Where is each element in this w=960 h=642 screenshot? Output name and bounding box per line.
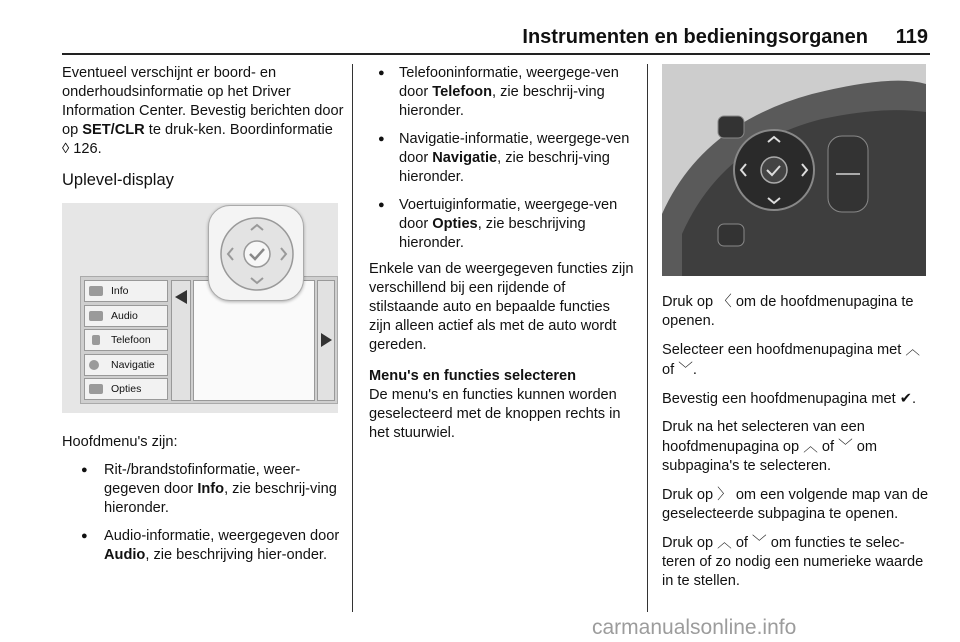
- column-3: [662, 64, 932, 600]
- subsection-heading: Menu's en functies selecteren: [369, 368, 577, 384]
- music-note-icon: [89, 311, 103, 321]
- instruction-1: Druk op 〈 om de hoofdmenupagina te openen.: [662, 293, 914, 329]
- uplevel-display-figure: [62, 203, 338, 413]
- instruction-2: Selecteer een hoofdmenupagina met ︿ of ﹀.: [662, 341, 921, 378]
- note-paragraph: Enkele van de weergegeven functies zijn verschillend bij een rijdende of stilstaande auto en bepaalde functies zijn alleen actief als met de auto wordt gereden.: [369, 261, 634, 353]
- main-menu-list-1: [62, 461, 344, 565]
- chevron-left-icon: 〈: [717, 293, 732, 310]
- steering-wheel-icon: [662, 64, 926, 276]
- menu-item-telefoon: Telefoon: [84, 329, 168, 351]
- menu-item-audio: Audio: [84, 305, 168, 327]
- display-menu: [84, 280, 168, 403]
- header-divider: [62, 53, 930, 55]
- car-icon: [89, 384, 103, 394]
- column-1: [62, 64, 344, 574]
- menu-item-opties: Opties: [84, 378, 168, 400]
- steering-wheel-controls-figure: [662, 64, 926, 276]
- set-clr-label: SET/CLR: [82, 122, 145, 138]
- main-menu-list-2: [369, 64, 635, 253]
- instruction-3: Bevestig een hoofdmenupagina met ✔.: [662, 390, 917, 407]
- column-divider-2: [647, 64, 648, 612]
- reference-icon: ◊: [62, 141, 70, 157]
- display-left-arrow-icon: [171, 280, 191, 401]
- intro-paragraph: Eventueel verschijnt er boord- en onderhoudsinformatie op het Driver Information Center. Bevestig berichten door op SET/CLR te druk-ken. Boordinformatie ◊ 126.: [62, 65, 344, 157]
- display-right-arrow-icon: [317, 280, 335, 401]
- page-number: 119: [895, 26, 928, 48]
- page-header: [62, 26, 934, 52]
- menu-item-info: Info: [84, 280, 168, 302]
- subsection-text: De menu's en functies kunnen worden geselecteerd met de knoppen rechts in het stuurwiel.: [369, 387, 621, 441]
- control-pad-icon: [209, 206, 305, 302]
- chevron-up-icon: ︿: [803, 438, 818, 455]
- watermark: carmanualsonline.info: [592, 616, 797, 639]
- page-title: Instrumenten en bedieningsorganen: [522, 26, 868, 48]
- chevron-down-icon: ﹀: [678, 361, 693, 378]
- list-item: ● Voertuiginformatie, weergege-ven door Opties, zie beschrijving hieronder.: [369, 196, 635, 253]
- check-icon: ✔: [899, 390, 912, 407]
- phone-icon: [92, 335, 100, 345]
- list-item: ● Telefooninformatie, weergege-ven door Telefoon, zie beschrij-ving hieronder.: [369, 64, 635, 121]
- chevron-up-icon: ︿: [905, 341, 921, 358]
- chevron-down-icon: ﹀: [752, 534, 767, 551]
- control-pad-callout: [208, 205, 304, 301]
- section-heading: Uplevel-display: [62, 171, 174, 189]
- trip-icon: [89, 286, 103, 296]
- menus-intro: Hoofdmenu's zijn:: [62, 434, 178, 450]
- list-item: ● Audio-informatie, weergegeven door Audio, zie beschrijving hier-onder.: [62, 527, 344, 565]
- instruction-6: Druk op ︿ of ﹀ om functies te selec-teren of zo nodig een numerieke waarde in te stellen.: [662, 534, 924, 589]
- instruction-4: Druk na het selecteren van een hoofdmenupagina op ︿ of ﹀ om subpagina's te selecteren.: [662, 419, 878, 474]
- column-2: [369, 64, 635, 452]
- list-item: ● Rit-/brandstofinformatie, weer-gegeven door Info, zie beschrij-ving hieronder.: [62, 461, 344, 518]
- menu-item-navigatie: Navigatie: [84, 354, 168, 376]
- column-divider-1: [352, 64, 353, 612]
- chevron-down-icon: ﹀: [838, 438, 853, 455]
- instruction-5: Druk op 〉 om een volgende map van de geselecteerde subpagina te openen.: [662, 486, 929, 522]
- chevron-up-icon: ︿: [717, 534, 732, 551]
- chevron-right-icon: 〉: [717, 486, 732, 503]
- list-item: ● Navigatie-informatie, weergege-ven door Navigatie, zie beschrij-ving hieronder.: [369, 130, 635, 187]
- globe-icon: [89, 360, 99, 370]
